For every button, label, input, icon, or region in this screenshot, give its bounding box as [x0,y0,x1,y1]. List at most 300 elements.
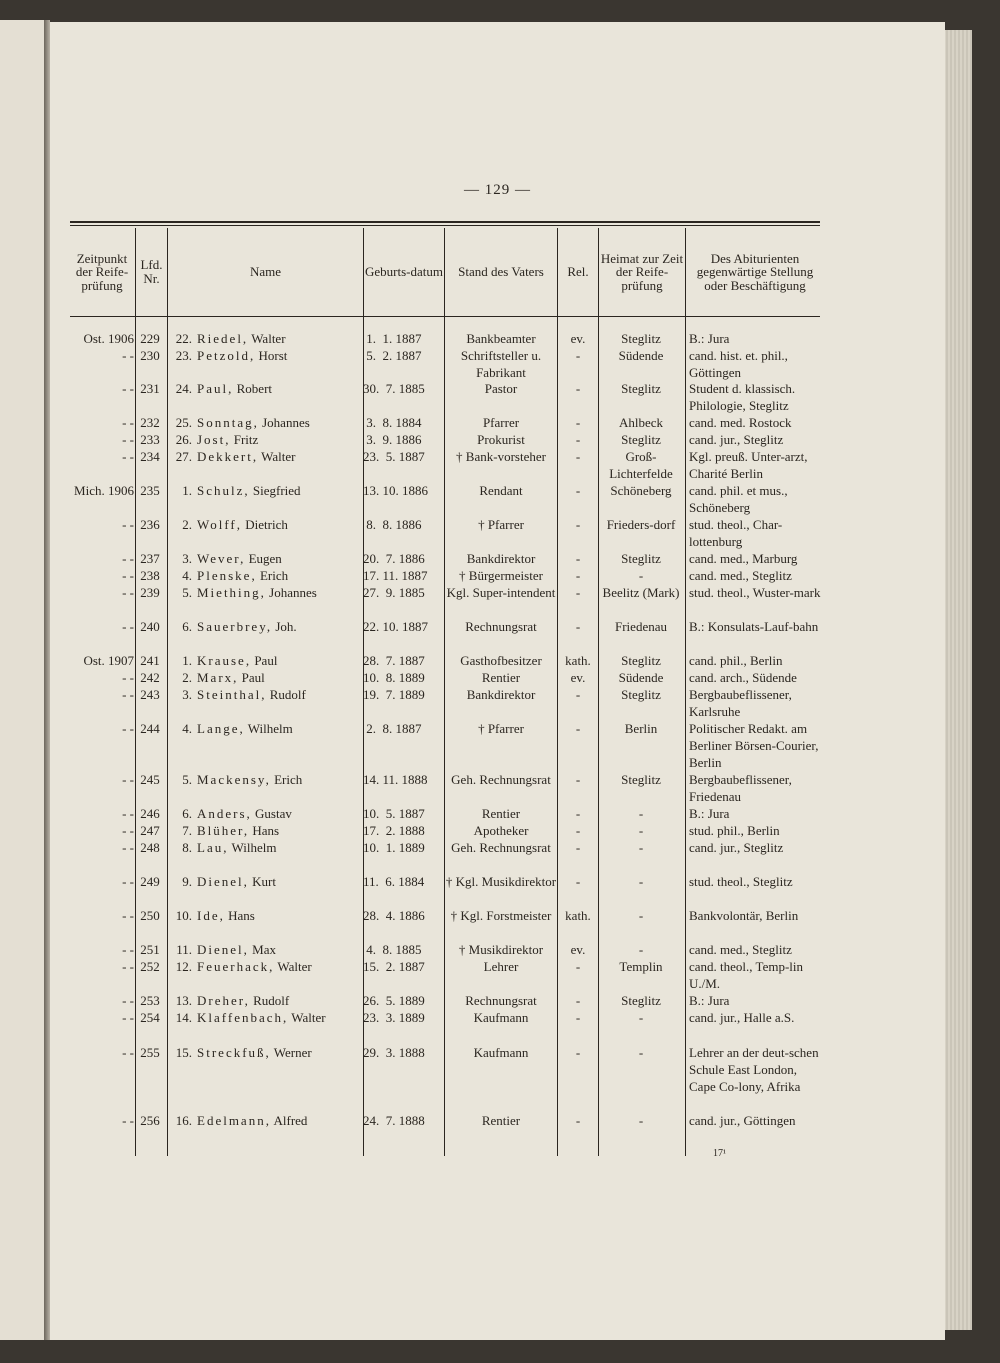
row-geburtsdatum: 17. 11. 1887 [363,568,428,583]
row-lfd-nr: 246 [140,806,160,821]
row-lfd-nr: 255 [140,1045,160,1060]
row-stellung: cand. med. Rostock [689,415,792,430]
row-rel: - [575,1010,581,1025]
row-zeitpunkt: - - [122,908,134,923]
row-name [197,839,363,856]
row-name [197,720,363,737]
row-rel: kath. [565,653,591,668]
row-number: 26. [175,432,192,447]
row-heimat: Friedenau [615,619,667,634]
row-name [197,941,363,958]
row-stand: Bankdirektor [466,551,536,566]
given-name: Hans [249,823,280,838]
row-stellung: cand. med., Steglitz [689,568,792,583]
row-zeitpunkt: - - [122,1045,134,1060]
row-rel: - [575,415,581,430]
row-heimat: Steglitz [621,772,661,787]
row-rel: - [575,1045,581,1060]
row-name [197,330,363,347]
row-stand: Bankdirektor [466,687,536,702]
row-name [197,347,363,364]
given-name: Wilhelm [244,721,293,736]
row-stellung: cand. med., Marburg [689,551,798,566]
row-stellung: cand. phil. et mus., Schöneberg [689,483,788,515]
row-stand: Gasthofbesitzer [460,653,542,668]
surname: Petzold, [197,348,256,363]
row-number: 22. [175,331,192,346]
column-divider [685,228,686,1156]
given-name: Walter [248,331,286,346]
row-stellung: Kgl. preuß. Unter-arzt, Charité Berlin [689,449,808,481]
header-bottom-rule [70,316,820,317]
row-lfd-nr: 245 [140,772,160,787]
row-geburtsdatum: 27. 9. 1885 [363,585,425,600]
row-stellung: Lehrer an der deut-schen Schule East London, Cape Co-lony, Afrika [689,1045,819,1094]
row-rel: ev. [570,331,586,346]
surname: Streckfuß, [197,1045,271,1060]
given-name: Eugen [245,551,282,566]
row-geburtsdatum: 19. 7. 1889 [363,687,425,702]
row-zeitpunkt: - - [122,449,134,464]
page [50,22,945,1340]
row-stellung: cand. jur., Halle a.S. [689,1010,795,1025]
row-stand: Geh. Rechnungsrat [451,840,551,855]
row-heimat: Berlin [624,721,658,736]
surname: Edelmann, [197,1113,271,1128]
row-rel: - [575,381,581,396]
row-geburtsdatum: 3. 9. 1886 [363,432,422,447]
row-number: 27. [175,449,192,464]
row-geburtsdatum: 11. 6. 1884 [363,874,425,889]
row-heimat: Südende [618,670,664,685]
given-name: Walter [258,449,296,464]
row-stand: Rentier [481,806,521,821]
row-stellung: stud. theol., Char-lottenburg [689,517,783,549]
surname: Blüher, [197,823,250,838]
row-zeitpunkt: - - [122,993,134,1008]
header-stellung: Des Abiturienten gegenwärtige Stellung oder Beschäftigung [696,250,814,293]
row-stellung: Politischer Redakt. am Berliner Börsen-Courier, Berlin [689,721,819,770]
given-name: Wilhelm [228,840,277,855]
row-zeitpunkt: - - [122,670,134,685]
header-lfd-nr: Lfd. Nr. [140,257,163,286]
surname: Anders, [197,806,252,821]
surname: Dienel, [197,874,249,889]
previous-page [0,20,44,1340]
surname: Wever, [197,551,246,566]
row-stand: Rechnungsrat [465,993,537,1008]
surname: Jost, [197,432,231,447]
row-geburtsdatum: 14. 11. 1888 [363,772,428,787]
row-stellung: B.: Konsulats-Lauf-bahn [689,619,819,634]
row-stand: † Bürgermeister [459,568,543,583]
row-number: 16. [175,1113,192,1128]
surname: Riedel, [197,331,249,346]
row-stellung: cand. jur., Steglitz [689,840,784,855]
row-heimat: - [638,823,644,838]
top-rule [70,221,820,223]
row-rel: - [575,585,581,600]
row-heimat: - [638,1113,644,1128]
row-geburtsdatum: 15. 2. 1887 [363,959,425,974]
row-heimat: Templin [619,959,663,974]
header-zeitpunkt: Zeitpunkt der Reife-prüfung [75,250,129,293]
row-number: 24. [175,381,192,396]
row-number: 1. [182,483,192,498]
given-name: Joh. [272,619,297,634]
row-name [197,873,363,890]
row-lfd-nr: 233 [140,432,160,447]
row-geburtsdatum: 20. 7. 1886 [363,551,425,566]
row-number: 5. [182,772,192,787]
row-zeitpunkt: - - [122,585,134,600]
header-stand: Stand des Vaters [458,264,544,280]
header-geburtsdatum: Geburts-datum [365,264,443,280]
row-zeitpunkt: - - [122,721,134,736]
row-lfd-nr: 253 [140,993,160,1008]
header-rel: Rel. [567,264,589,280]
row-number: 6. [182,619,192,634]
row-name [197,414,363,431]
row-zeitpunkt: - - [122,1010,134,1025]
row-zeitpunkt: - - [122,942,134,957]
surname: Steinthal, [197,687,267,702]
row-geburtsdatum: 17. 2. 1888 [363,823,425,838]
row-name [197,907,363,924]
row-heimat: - [638,806,644,821]
surname: Dreher, [197,993,250,1008]
row-stand: † Pfarrer [478,517,524,532]
row-geburtsdatum: 10. 8. 1889 [363,670,425,685]
row-stand: Rechnungsrat [465,619,537,634]
row-lfd-nr: 230 [140,348,160,363]
row-zeitpunkt: - - [122,381,134,396]
row-stand: Pastor [484,381,518,396]
row-stellung: B.: Jura [689,806,730,821]
surname: Lange, [197,721,245,736]
row-geburtsdatum: 22. 10. 1887 [363,619,428,634]
row-stand: † Bank-vorsteher [456,449,546,464]
row-lfd-nr: 237 [140,551,160,566]
page-number: — 129 — [464,182,531,198]
row-number: 25. [175,415,192,430]
row-name [197,567,363,584]
row-zeitpunkt: - - [122,517,134,532]
row-lfd-nr: 229 [140,331,160,346]
given-name: Horst [255,348,288,363]
row-heimat: Frieders-dorf [606,517,676,532]
row-lfd-nr: 248 [140,840,160,855]
surname: Sonntag, [197,415,259,430]
row-rel: - [575,449,581,464]
row-number: 15. [175,1045,192,1060]
row-zeitpunkt: - - [122,415,134,430]
row-stellung: cand. med., Steglitz [689,942,792,957]
given-name: Rudolf [266,687,306,702]
surname: Ide, [197,908,225,923]
row-lfd-nr: 243 [140,687,160,702]
row-geburtsdatum: 28. 7. 1887 [363,653,425,668]
row-stand: Prokurist [477,432,525,447]
row-rel: - [575,823,581,838]
row-zeitpunkt: - - [122,823,134,838]
row-zeitpunkt: - - [122,772,134,787]
row-lfd-nr: 240 [140,619,160,634]
row-number: 7. [182,823,192,838]
row-stand: Rentier [481,1113,521,1128]
row-heimat: - [638,840,644,855]
row-heimat: Groß-Lichterfelde [609,449,673,481]
surname: Feuerhack, [197,959,275,974]
row-zeitpunkt: - - [122,432,134,447]
given-name: Robert [233,381,273,396]
row-geburtsdatum: 1. 1. 1887 [363,331,422,346]
row-stellung: B.: Jura [689,993,730,1008]
row-lfd-nr: 250 [140,908,160,923]
row-stellung: cand. arch., Südende [689,670,797,685]
row-rel: - [575,806,581,821]
row-lfd-nr: 244 [140,721,160,736]
row-rel: ev. [570,670,586,685]
row-rel: - [575,568,581,583]
row-number: 4. [182,721,192,736]
surname: Schulz, [197,483,250,498]
row-stand: Bankbeamter [466,331,536,346]
row-rel: - [575,551,581,566]
row-rel: - [575,687,581,702]
row-heimat: Steglitz [621,331,661,346]
row-name [197,482,363,499]
row-rel: - [575,483,581,498]
row-lfd-nr: 236 [140,517,160,532]
row-lfd-nr: 232 [140,415,160,430]
row-name [197,771,363,788]
row-number: 1. [182,653,192,668]
row-heimat: Schöneberg [610,483,672,498]
row-number: 13. [175,993,192,1008]
row-stand: Kaufmann [473,1010,529,1025]
row-lfd-nr: 238 [140,568,160,583]
row-stand: Rentier [481,670,521,685]
row-heimat: - [638,1045,644,1060]
surname: Sauerbrey, [197,619,273,634]
row-rel: - [575,874,581,889]
given-name: Paul [238,670,265,685]
row-geburtsdatum: 5. 2. 1887 [363,348,422,363]
row-rel: - [575,840,581,855]
given-name: Siegfried [249,483,301,498]
row-geburtsdatum: 29. 3. 1888 [363,1045,425,1060]
row-name [197,1112,363,1129]
row-heimat: - [638,942,644,957]
column-divider [167,228,168,1156]
given-name: Fritz [230,432,259,447]
surname: Miething, [197,585,266,600]
row-geburtsdatum: 26. 5. 1889 [363,993,425,1008]
row-number: 2. [182,517,192,532]
row-number: 11. [176,942,192,957]
row-name [197,380,363,397]
row-rel: - [575,432,581,447]
row-stellung: Bergbaubeflissener, Karlsruhe [689,687,792,719]
row-number: 3. [182,687,192,702]
row-number: 23. [175,348,192,363]
row-stellung: cand. phil., Berlin [689,653,783,668]
row-zeitpunkt: - - [122,840,134,855]
given-name: Erich [270,772,303,787]
footnote: 17¹ [713,1148,726,1159]
surname: Lau, [197,840,229,855]
row-zeitpunkt: - - [122,959,134,974]
row-stellung: B.: Jura [689,331,730,346]
row-geburtsdatum: 10. 1. 1889 [363,840,425,855]
row-zeitpunkt: - - [122,1113,134,1128]
row-rel: ev. [570,942,586,957]
row-zeitpunkt: Mich. 1906 [74,483,134,498]
row-rel: - [575,993,581,1008]
row-zeitpunkt: - - [122,568,134,583]
row-stand: † Kgl. Musikdirektor [445,874,557,889]
row-geburtsdatum: 10. 5. 1887 [363,806,425,821]
surname: Paul, [197,381,234,396]
surname: Klaffenbach, [197,1010,289,1025]
row-zeitpunkt: - - [122,348,134,363]
row-name [197,669,363,686]
row-geburtsdatum: 24. 7. 1888 [363,1113,425,1128]
row-lfd-nr: 252 [140,959,160,974]
surname: Dekkert, [197,449,259,464]
row-stand: Kaufmann [473,1045,529,1060]
row-zeitpunkt: - - [122,551,134,566]
row-geburtsdatum: 4. 8. 1885 [363,942,422,957]
given-name: Walter [288,1010,326,1025]
row-stand: Kgl. Super-intendent [446,585,556,600]
given-name: Kurt [248,874,276,889]
given-name: Johannes [265,585,317,600]
row-stand: Apotheker [473,823,529,838]
row-heimat: Steglitz [621,687,661,702]
row-name [197,618,363,635]
row-number: 12. [175,959,192,974]
row-stellung: Bergbaubeflissener, Friedenau [689,772,792,804]
row-rel: kath. [565,908,591,923]
row-geburtsdatum: 8. 8. 1886 [363,517,422,532]
row-number: 6. [182,806,192,821]
row-stand: Rendant [479,483,523,498]
row-rel: - [575,517,581,532]
row-stellung: cand. jur., Göttingen [689,1113,796,1128]
row-zeitpunkt: Ost. 1907 [83,653,134,668]
row-number: 9. [182,874,192,889]
surname: Marx, [197,670,239,685]
row-lfd-nr: 256 [140,1113,160,1128]
row-zeitpunkt: - - [122,806,134,821]
row-rel: - [575,348,581,363]
row-number: 5. [182,585,192,600]
row-rel: - [575,721,581,736]
row-stellung: cand. hist. et. phil., Göttingen [689,348,788,380]
row-lfd-nr: 251 [140,942,160,957]
row-lfd-nr: 242 [140,670,160,685]
surname: Krause, [197,653,252,668]
row-geburtsdatum: 23. 5. 1887 [363,449,425,464]
row-name [197,805,363,822]
row-name [197,431,363,448]
row-rel: - [575,772,581,787]
row-name [197,958,363,975]
row-stellung: cand. theol., Temp-lin U./M. [689,959,804,991]
row-stand: † Kgl. Forstmeister [450,908,552,923]
row-lfd-nr: 234 [140,449,160,464]
given-name: Johannes [258,415,310,430]
row-lfd-nr: 239 [140,585,160,600]
row-name [197,448,363,465]
row-heimat: Steglitz [621,381,661,396]
row-rel: - [575,1113,581,1128]
row-heimat: - [638,874,644,889]
row-stellung: cand. jur., Steglitz [689,432,784,447]
row-heimat: Steglitz [621,432,661,447]
row-geburtsdatum: 2. 8. 1887 [363,721,422,736]
row-heimat: Steglitz [621,653,661,668]
row-stand: Schriftsteller u. Fabrikant [460,348,542,380]
row-stand: Pfarrer [482,415,520,430]
surname: Dienel, [197,942,249,957]
row-geburtsdatum: 28. 4. 1886 [363,908,425,923]
row-lfd-nr: 249 [140,874,160,889]
row-number: 14. [175,1010,192,1025]
given-name: Paul [251,653,278,668]
row-geburtsdatum: 30. 7. 1885 [363,381,425,396]
row-number: 3. [182,551,192,566]
surname: Plenske, [197,568,257,583]
row-stand: † Musikdirektor [458,942,544,957]
row-stellung: stud. theol., Steglitz [689,874,793,889]
row-zeitpunkt: - - [122,687,134,702]
row-rel: - [575,959,581,974]
row-number: 4. [182,568,192,583]
row-stand: † Pfarrer [478,721,524,736]
row-heimat: Südende [618,348,664,363]
row-heimat: Steglitz [621,551,661,566]
row-stand: Geh. Rechnungsrat [451,772,551,787]
row-heimat: - [638,908,644,923]
row-geburtsdatum: 3. 8. 1884 [363,415,422,430]
row-stellung: stud. phil., Berlin [689,823,780,838]
row-name [197,822,363,839]
row-name [197,584,363,601]
row-stand: Lehrer [483,959,519,974]
row-rel: - [575,619,581,634]
row-name [197,686,363,703]
row-lfd-nr: 254 [140,1010,160,1025]
surname: Wolff, [197,517,243,532]
row-geburtsdatum: 13. 10. 1886 [363,483,428,498]
row-name [197,1009,363,1026]
row-zeitpunkt: Ost. 1906 [83,331,134,346]
row-heimat: Beelitz (Mark) [602,585,680,600]
row-zeitpunkt: - - [122,619,134,634]
top-rule-thin [70,225,820,226]
row-name [197,550,363,567]
row-name [197,516,363,533]
row-lfd-nr: 247 [140,823,160,838]
row-heimat: Ahlbeck [618,415,664,430]
given-name: Hans [224,908,255,923]
row-heimat: - [638,568,644,583]
row-number: 2. [182,670,192,685]
given-name: Alfred [270,1113,308,1128]
